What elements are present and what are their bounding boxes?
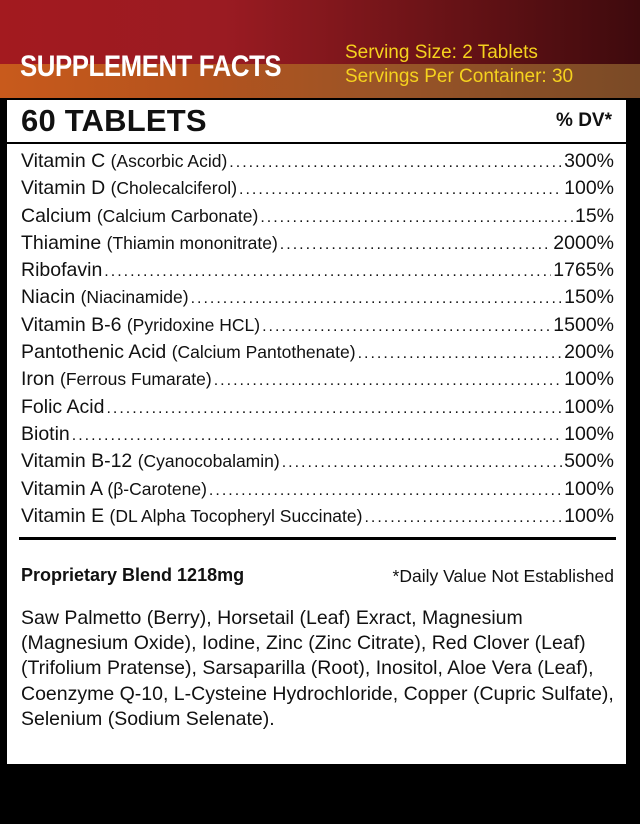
nutrient-label: Pantothenic Acid (21, 341, 167, 364)
nutrient-label: Iron (21, 368, 55, 391)
servings-per-container: Servings Per Container: 30 (345, 66, 574, 87)
nutrient-label: Calcium (21, 204, 92, 227)
nutrient-row (21, 286, 614, 313)
nutrient-label: Vitamin C (21, 150, 106, 172)
nutrient-name (21, 478, 207, 501)
nutrient-label: Vitamin D (21, 177, 106, 200)
nutrient-row (21, 505, 614, 532)
nutrient-name (21, 341, 356, 364)
serving-size: Serving Size: 2 Tablets (345, 42, 538, 63)
nutrient-dv-value: 1765% (553, 259, 614, 282)
nutrient-source: (Ferrous Fumarate) (60, 369, 212, 390)
dot-leader (280, 236, 551, 254)
count-row (7, 100, 626, 144)
nutrient-row (21, 205, 614, 232)
dot-leader (209, 482, 562, 500)
nutrient-dv-value: 100% (564, 368, 614, 391)
nutrient-label: Niacin (21, 286, 76, 309)
nutrient-row (21, 177, 614, 204)
nutrient-dv-value: 200% (564, 341, 614, 364)
nutrient-row (21, 396, 614, 423)
nutrient-list (21, 150, 614, 532)
nutrient-name (21, 450, 280, 473)
nutrient-source: (Thiamin mononitrate) (106, 232, 278, 253)
nutrient-label: Thiamine (21, 231, 102, 254)
dot-leader (106, 400, 562, 418)
nutrient-label: Vitamin B-12 (21, 450, 133, 473)
nutrient-dv-value: 1500% (553, 313, 614, 336)
nutrient-name (21, 177, 237, 200)
nutrient-dv-value: 300% (564, 150, 614, 172)
nutrient-name (21, 396, 104, 419)
nutrient-name (21, 205, 258, 228)
nutrient-name (21, 423, 70, 446)
nutrient-label: Ribofavin (21, 259, 103, 282)
supplement-facts-title: SUPPLEMENT FACTS (20, 50, 282, 83)
nutrient-row (21, 423, 614, 450)
nutrient-source: (β-Carotene) (107, 478, 207, 499)
dot-leader (229, 154, 562, 172)
nutrient-dv-value: 100% (564, 477, 614, 500)
nutrient-label: Folic Acid (21, 395, 105, 418)
nutrient-row (21, 478, 614, 505)
nutrient-dv-value: 15% (574, 204, 614, 227)
nutrient-dv-value: 100% (564, 395, 614, 418)
dot-leader (214, 372, 562, 390)
dot-leader (282, 454, 562, 472)
nutrient-label: Biotin (21, 422, 70, 445)
nutrient-label: Vitamin B-6 (21, 313, 122, 336)
nutrient-row (21, 150, 614, 177)
tablet-count: 60 TABLETS (21, 103, 207, 138)
nutrient-dv-value: 150% (564, 286, 614, 309)
dot-leader (364, 509, 562, 527)
nutrient-source: (Cholecalciferol) (110, 178, 238, 199)
blend-row (21, 565, 614, 591)
header-banner (0, 0, 640, 98)
nutrient-dv-value: 100% (564, 504, 614, 527)
dot-leader (191, 290, 563, 308)
section-divider (19, 537, 616, 540)
nutrient-source: (Calcium Pantothenate) (171, 342, 356, 363)
dot-leader (358, 345, 563, 363)
nutrient-row (21, 368, 614, 395)
dv-header: % DV* (556, 110, 612, 131)
nutrient-name (21, 505, 362, 528)
nutrient-source: (Ascorbic Acid) (110, 151, 228, 171)
nutrient-row (21, 259, 614, 286)
serving-info (345, 41, 573, 89)
nutrient-source: (Niacinamide) (80, 287, 189, 308)
nutrient-name (21, 150, 227, 173)
facts-panel (5, 98, 628, 766)
nutrient-source: (DL Alpha Tocopheryl Succinate) (109, 505, 363, 526)
nutrient-source: (Pyridoxine HCL) (126, 314, 261, 335)
nutrient-row (21, 450, 614, 477)
nutrient-source: (Cyanocobalamin) (137, 451, 280, 472)
nutrient-source: (Calcium Carbonate) (96, 205, 259, 226)
dot-leader (104, 263, 551, 281)
daily-value-note: *Daily Value Not Established (392, 566, 614, 586)
nutrient-name (21, 232, 278, 255)
nutrient-row (21, 341, 614, 368)
nutrient-dv-value: 500% (564, 450, 614, 473)
dot-leader (72, 427, 562, 445)
dot-leader (262, 318, 551, 336)
nutrient-name (21, 314, 260, 337)
nutrient-row (21, 314, 614, 341)
nutrient-name (21, 286, 189, 309)
nutrient-name (21, 368, 212, 391)
footer-bar (0, 768, 640, 824)
nutrient-dv-value: 100% (564, 177, 614, 200)
proprietary-blend-title: Proprietary Blend 1218mg (21, 565, 245, 585)
nutrient-label: Vitamin E (21, 504, 105, 527)
nutrient-row (21, 232, 614, 259)
dot-leader (260, 209, 573, 227)
nutrient-dv-value: 2000% (553, 231, 614, 254)
dot-leader (239, 181, 562, 199)
nutrient-dv-value: 100% (564, 422, 614, 445)
nutrient-name (21, 259, 102, 282)
blend-ingredients: Saw Palmetto (Berry), Horsetail (Leaf) Exract, Magnesium (Magnesium Oxide), Iodine, Zinc (Zinc Citrate), Red Clover (Leaf) (Trifolium Pratense), Sarsaparilla (Root), Inositol, Aloe Vera (Leaf), Coenzyme Q-10, L-Cysteine Hydrochloride, Copper (Cupric Sulfate), Selenium (Sodium Selenate). (21, 607, 614, 730)
nutrient-label: Vitamin A (21, 477, 102, 500)
